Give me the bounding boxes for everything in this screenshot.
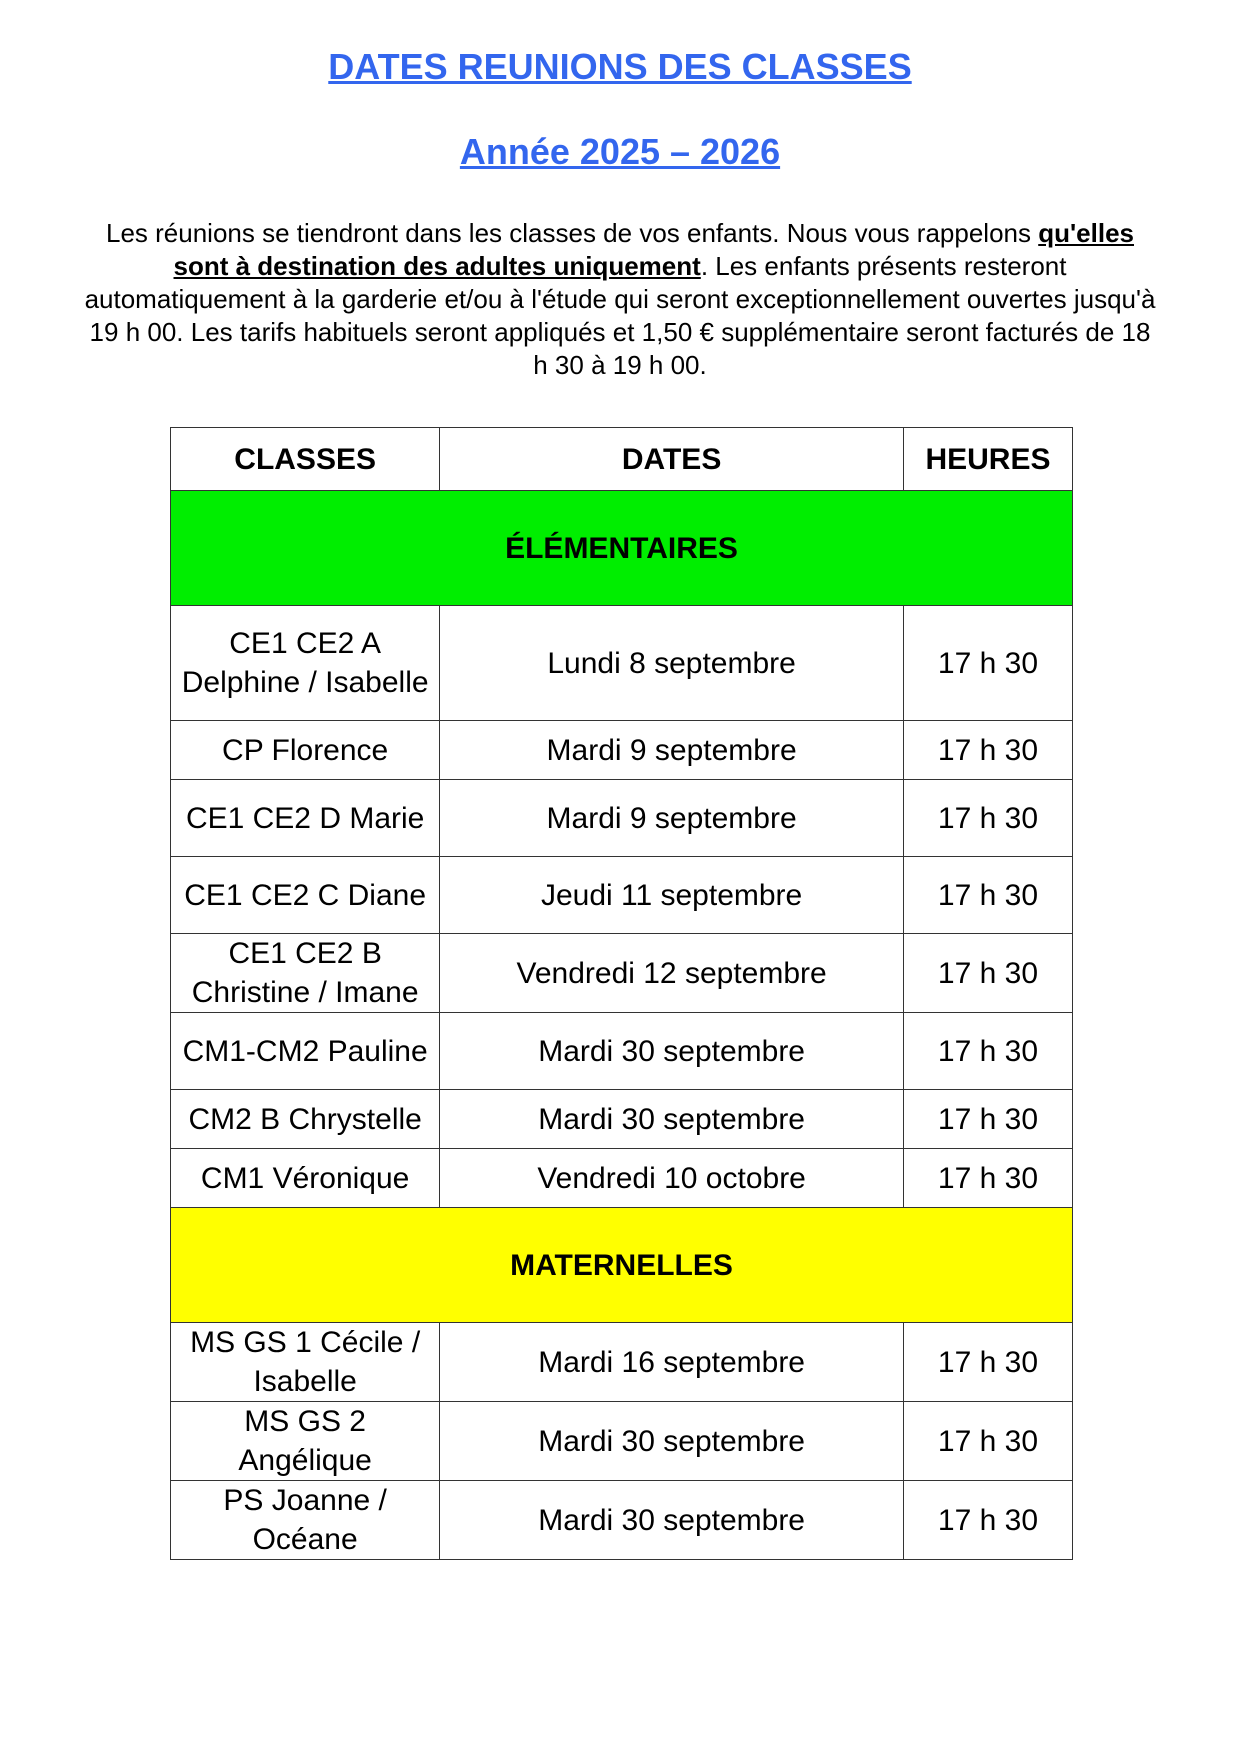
table-row — [171, 1090, 1073, 1149]
hour-cell: 17 h 30 — [903, 1149, 1072, 1208]
date-cell: Mardi 30 septembre — [440, 1090, 904, 1149]
header-heures: HEURES — [903, 428, 1072, 491]
hour-cell: 17 h 30 — [903, 1481, 1072, 1560]
page-title: DATES REUNIONS DES CLASSES — [328, 46, 912, 87]
hour-cell: 17 h 30 — [903, 606, 1072, 721]
date-cell: Mardi 30 septembre — [440, 1402, 904, 1481]
table-row — [171, 606, 1073, 721]
intro-paragraph — [80, 217, 1160, 382]
hour-cell: 17 h 30 — [903, 1402, 1072, 1481]
section-title: ÉLÉMENTAIRES — [171, 491, 1073, 606]
table-row — [171, 721, 1073, 780]
class-cell: CM1-CM2 Pauline — [171, 1013, 440, 1090]
date-cell: Jeudi 11 septembre — [440, 857, 904, 934]
hour-cell: 17 h 30 — [903, 780, 1072, 857]
date-cell: Mardi 30 septembre — [440, 1013, 904, 1090]
class-cell: CM1 Véronique — [171, 1149, 440, 1208]
date-cell: Mardi 16 septembre — [440, 1323, 904, 1402]
class-cell: CP Florence — [171, 721, 440, 780]
table-row — [171, 780, 1073, 857]
hour-cell: 17 h 30 — [903, 934, 1072, 1013]
year-subtitle: Année 2025 – 2026 — [459, 131, 781, 172]
hour-cell: 17 h 30 — [903, 1013, 1072, 1090]
class-cell: CM2 B Chrystelle — [171, 1090, 440, 1149]
hour-cell: 17 h 30 — [903, 1323, 1072, 1402]
hour-cell: 17 h 30 — [903, 857, 1072, 934]
header-dates: DATES — [440, 428, 904, 491]
date-cell: Mardi 30 septembre — [440, 1481, 904, 1560]
section-title: MATERNELLES — [171, 1208, 1073, 1323]
class-cell: CE1 CE2 B Christine / Imane — [171, 934, 440, 1013]
class-cell: CE1 CE2 A Delphine / Isabelle — [171, 606, 440, 721]
class-cell: MS GS 2 Angélique — [171, 1402, 440, 1481]
hour-cell: 17 h 30 — [903, 1090, 1072, 1149]
table-row — [171, 1013, 1073, 1090]
table-row — [171, 1149, 1073, 1208]
table-header-row — [171, 428, 1073, 491]
meetings-table — [170, 427, 1073, 1560]
date-cell: Vendredi 12 septembre — [440, 934, 904, 1013]
header-classes: CLASSES — [171, 428, 440, 491]
date-cell: Mardi 9 septembre — [440, 721, 904, 780]
table-row — [171, 857, 1073, 934]
date-cell: Lundi 8 septembre — [440, 606, 904, 721]
class-cell: MS GS 1 Cécile / Isabelle — [171, 1323, 440, 1402]
section-maternelles — [171, 1208, 1073, 1323]
class-cell: CE1 CE2 D Marie — [171, 780, 440, 857]
table-row — [171, 934, 1073, 1013]
date-cell: Vendredi 10 octobre — [440, 1149, 904, 1208]
table-row — [171, 1323, 1073, 1402]
intro-text-end: . Les enfants présents resteront automatiquement à la garderie et/ou à l'étude qui seront exceptionnellement ouvertes jusqu'à 19 h 00. Les tarifs habituels seront appliqués et 1,50 € supplémentaire seront facturés de 18 h 30 à 19 h 00. — [84, 251, 1156, 380]
section-elementaires — [171, 491, 1073, 606]
intro-emphasis: qu'elles sont à destination des adultes uniquement — [173, 218, 1134, 281]
table-row — [171, 1481, 1073, 1560]
class-cell: PS Joanne / Océane — [171, 1481, 440, 1560]
class-cell: CE1 CE2 C Diane — [171, 857, 440, 934]
intro-text-start: Les réunions se tiendront dans les classes de vos enfants. Nous vous rappelons — [106, 218, 1039, 248]
hour-cell: 17 h 30 — [903, 721, 1072, 780]
table-row — [171, 1402, 1073, 1481]
date-cell: Mardi 9 septembre — [440, 780, 904, 857]
